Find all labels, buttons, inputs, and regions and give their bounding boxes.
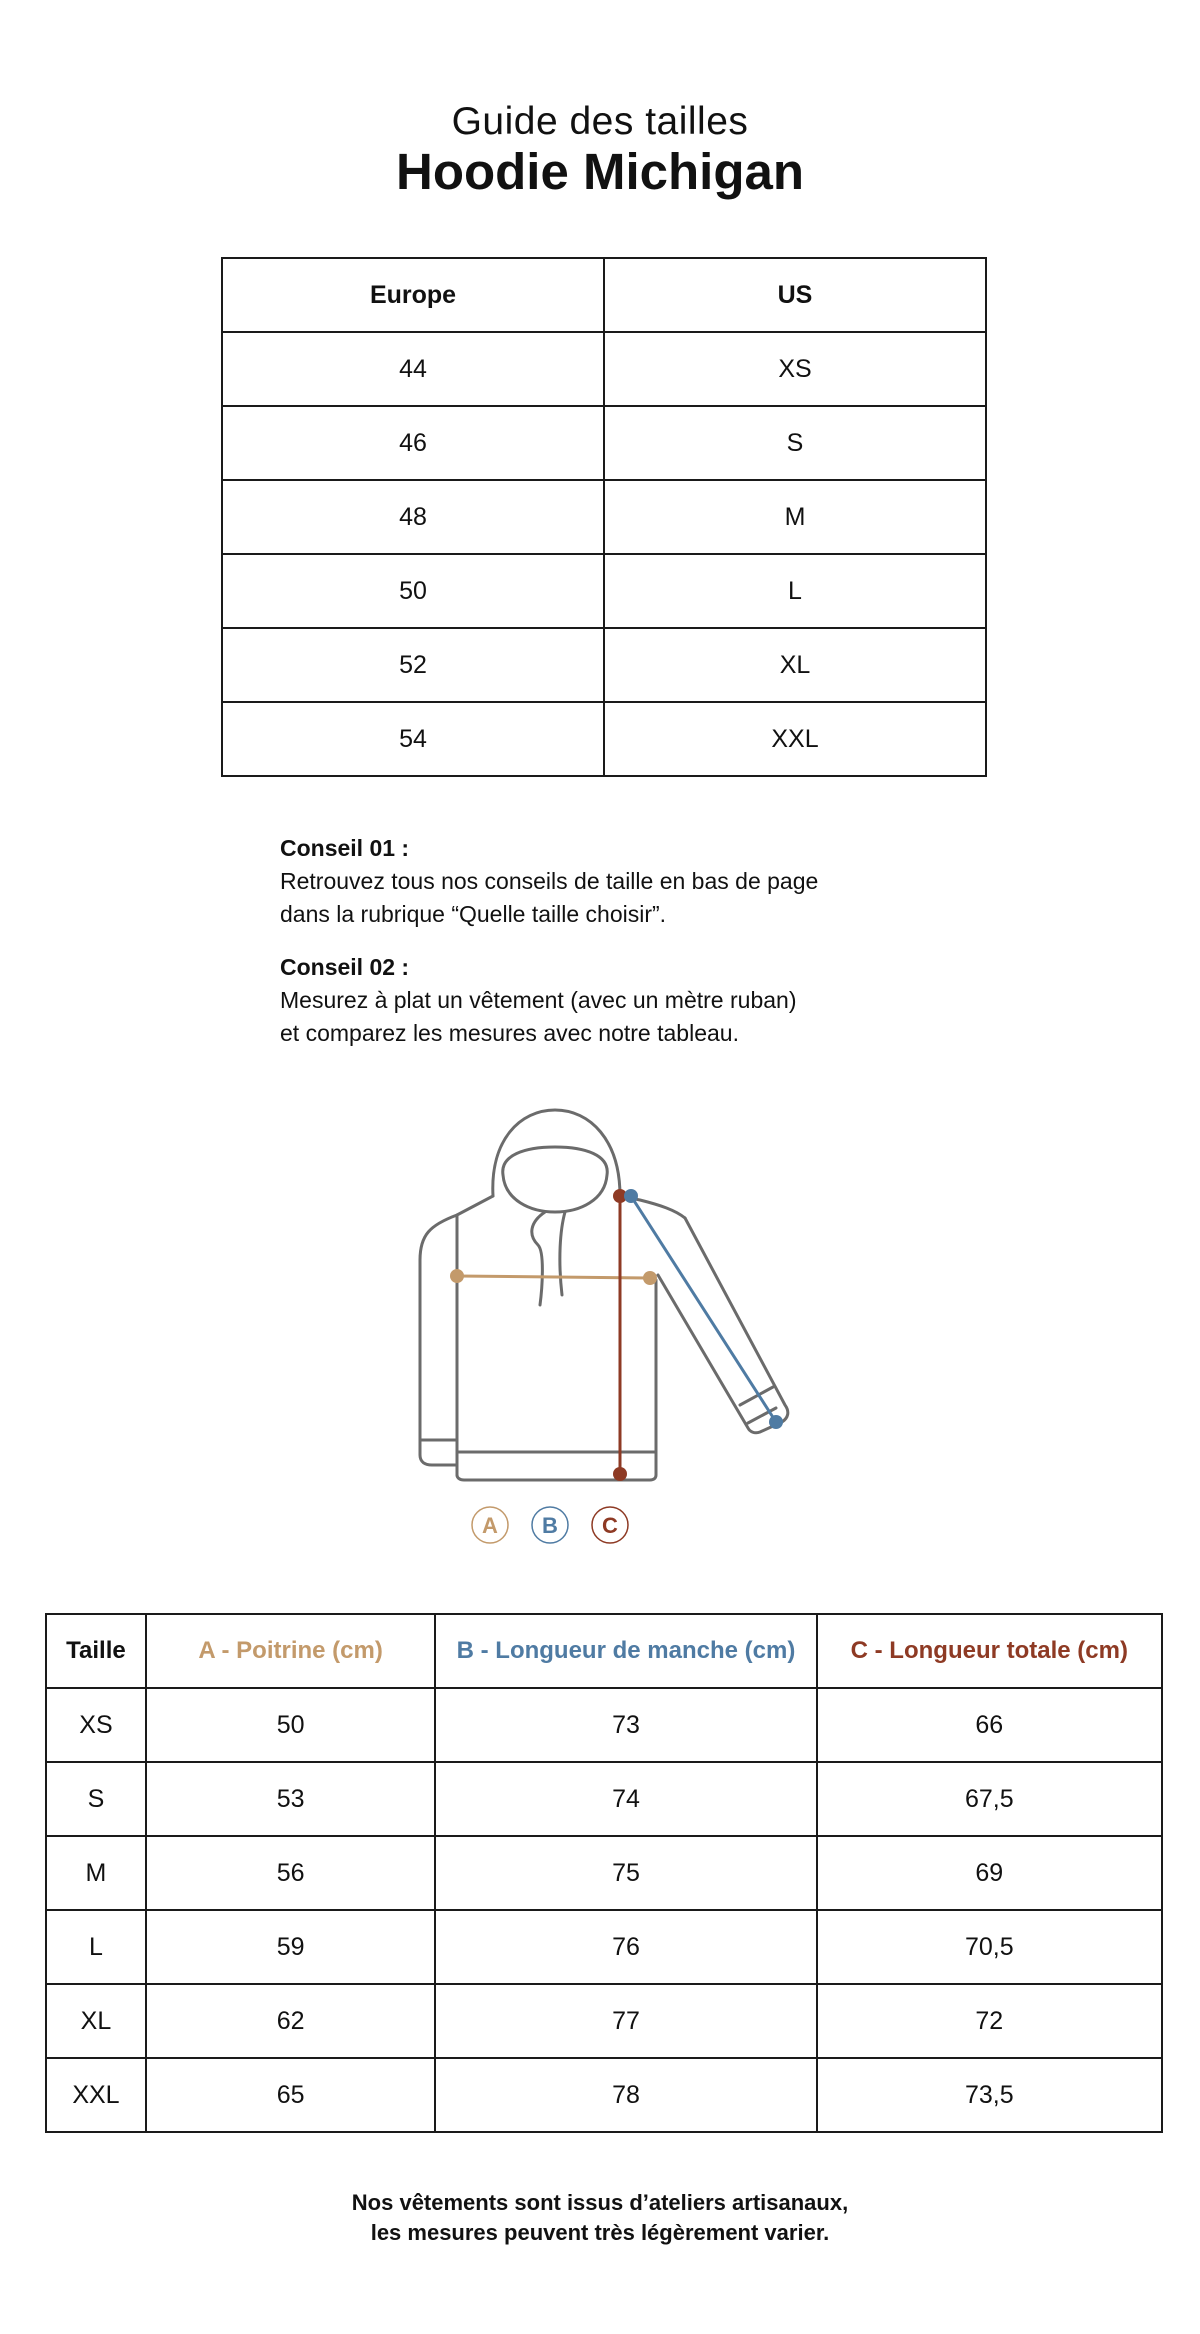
cell-chest: 65 (146, 2058, 435, 2132)
tip-title: Conseil 02 : (280, 954, 410, 980)
page-title: Hoodie Michigan (396, 143, 804, 200)
tip-text-line: dans la rubrique “Quelle taille choisir”. (280, 901, 667, 927)
cell-size: L (46, 1910, 146, 1984)
footer-line: Nos vêtements sont issus d’ateliers artisanaux, (351, 2190, 849, 2215)
marker-a-label: A (482, 1513, 498, 1538)
cell-total: 66 (817, 1688, 1162, 1762)
marker-b (532, 1507, 568, 1543)
table-header-row (46, 1614, 1162, 1688)
table-row (46, 1762, 1162, 1836)
header-sleeve-length: B - Longueur de manche (cm) (435, 1614, 816, 1688)
marker-b-label: B (542, 1513, 558, 1538)
table-row (222, 702, 986, 776)
footer-line: les mesures peuvent très légèrement varier. (370, 2220, 830, 2245)
measurement-table (45, 1613, 1163, 2133)
size-conversion-table (221, 257, 987, 777)
cell-total: 70,5 (817, 1910, 1162, 1984)
cell-europe: 50 (222, 554, 604, 628)
header-size: Taille (46, 1614, 146, 1688)
tip-01 (280, 832, 980, 931)
table-row (222, 332, 986, 406)
table-row (46, 1910, 1162, 1984)
cell-chest: 50 (146, 1688, 435, 1762)
tip-text-line: Mesurez à plat un vêtement (avec un mètre ruban) (280, 987, 797, 1013)
cell-europe: 44 (222, 332, 604, 406)
table-header-row (222, 258, 986, 332)
cell-total: 69 (817, 1836, 1162, 1910)
cell-sleeve: 73 (435, 1688, 816, 1762)
table-row (222, 554, 986, 628)
cell-chest: 53 (146, 1762, 435, 1836)
header-chest: A - Poitrine (cm) (146, 1614, 435, 1688)
measure-b-line (624, 1189, 783, 1429)
cell-chest: 59 (146, 1910, 435, 1984)
cell-size: XXL (46, 2058, 146, 2132)
header-total-length: C - Longueur totale (cm) (817, 1614, 1162, 1688)
page-subtitle: Guide des tailles (451, 100, 749, 143)
tip-text-line: Retrouvez tous nos conseils de taille en bas de page (280, 868, 819, 894)
cell-sleeve: 75 (435, 1836, 816, 1910)
cell-us: L (604, 554, 986, 628)
cell-us: XL (604, 628, 986, 702)
tip-title: Conseil 01 : (280, 835, 410, 861)
header-us: US (604, 258, 986, 332)
cell-total: 67,5 (817, 1762, 1162, 1836)
cell-sleeve: 74 (435, 1762, 816, 1836)
cell-europe: 48 (222, 480, 604, 554)
table-row (46, 1688, 1162, 1762)
tip-02 (280, 951, 980, 1050)
marker-c (592, 1507, 628, 1543)
cell-sleeve: 78 (435, 2058, 816, 2132)
cell-chest: 56 (146, 1836, 435, 1910)
tips-section (280, 832, 980, 1070)
table-row (46, 1836, 1162, 1910)
cell-europe: 52 (222, 628, 604, 702)
cell-total: 72 (817, 1984, 1162, 2058)
cell-size: M (46, 1836, 146, 1910)
table-row (46, 2058, 1162, 2132)
cell-chest: 62 (146, 1984, 435, 2058)
cell-us: XS (604, 332, 986, 406)
cell-sleeve: 76 (435, 1910, 816, 1984)
cell-total: 73,5 (817, 2058, 1162, 2132)
cell-size: XS (46, 1688, 146, 1762)
marker-c-label: C (602, 1513, 618, 1538)
table-row (222, 480, 986, 554)
measure-a-line (450, 1269, 657, 1285)
cell-us: XXL (604, 702, 986, 776)
table-row (46, 1984, 1162, 2058)
cell-us: S (604, 406, 986, 480)
cell-europe: 46 (222, 406, 604, 480)
cell-size: S (46, 1762, 146, 1836)
table-row (222, 406, 986, 480)
table-row (222, 628, 986, 702)
cell-size: XL (46, 1984, 146, 2058)
hoodie-outline (420, 1110, 788, 1480)
footer-note (0, 2188, 1200, 2248)
cell-us: M (604, 480, 986, 554)
hoodie-measurement-diagram (400, 1100, 820, 1560)
marker-a (472, 1507, 508, 1543)
cell-europe: 54 (222, 702, 604, 776)
tip-text-line: et comparez les mesures avec notre tableau. (280, 1020, 739, 1046)
measure-c-line (613, 1189, 627, 1481)
header-europe: Europe (222, 258, 604, 332)
cell-sleeve: 77 (435, 1984, 816, 2058)
